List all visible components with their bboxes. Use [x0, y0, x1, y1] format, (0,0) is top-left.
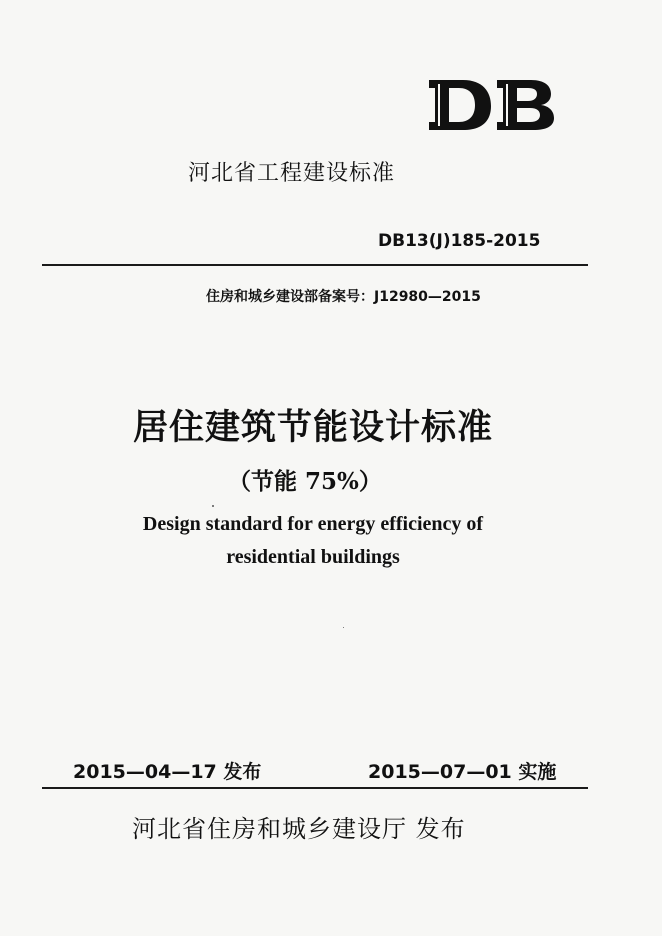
title-chinese: 居住建筑节能设计标准 — [133, 407, 494, 448]
subtitle-chinese: （节能 75%） — [228, 468, 382, 495]
title-english-line2: residential buildings — [226, 546, 400, 568]
db-logo — [423, 72, 555, 136]
scan-speck — [343, 627, 344, 628]
series-title: 河北省工程建设标准 — [188, 161, 396, 186]
top-divider — [42, 264, 588, 266]
db-logo-graphic — [423, 72, 555, 136]
effective-date: 2015—07—01 实施 — [368, 761, 557, 783]
standard-number: DB13(J)185-2015 — [378, 231, 541, 251]
bottom-divider — [42, 787, 588, 789]
title-english-line1: Design standard for energy efficiency of — [142, 513, 484, 535]
issuer: 河北省住房和城乡建设厅 发布 — [132, 815, 466, 843]
record-number: 住房和城乡建设部备案号：J12980—2015 — [206, 289, 481, 305]
release-date: 2015—04—17 发布 — [73, 761, 262, 783]
scan-speck — [212, 505, 214, 507]
